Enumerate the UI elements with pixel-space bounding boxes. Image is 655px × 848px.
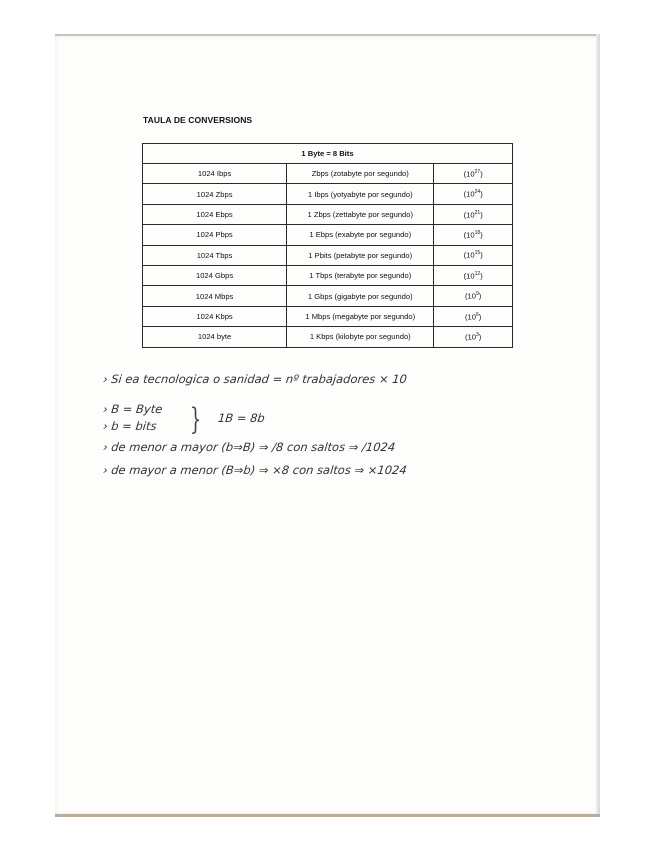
- document-title: TAULA DE CONVERSIONS: [143, 115, 253, 125]
- power-base: (10: [463, 251, 475, 261]
- equivalent-cell: 1 Pbits (petabyte por segundo): [287, 245, 434, 265]
- power-cell: $(10^{15})$: [434, 245, 513, 265]
- power-base: (10: [463, 230, 475, 240]
- power-base: (10: [465, 312, 477, 322]
- table-row: [143, 245, 513, 265]
- power-cell: $(10^9)$: [434, 286, 513, 306]
- unit-cell: 1024 Tbps: [143, 245, 287, 265]
- power-cell: $(10^{21})$: [434, 204, 513, 224]
- equivalent-cell: 1 Ibps (yotyabyte por segundo): [287, 184, 434, 204]
- power-base: (10: [465, 291, 477, 301]
- table-row: [143, 164, 513, 184]
- table-row: [143, 286, 513, 306]
- power-base: (10: [465, 332, 477, 342]
- power-cell: $(10^{24})$: [434, 184, 513, 204]
- unit-cell: 1024 Gbps: [143, 265, 287, 285]
- power-cell: $(10^{27})$: [434, 164, 513, 184]
- power-base: (10: [463, 271, 475, 281]
- curly-brace-icon: }: [189, 402, 202, 437]
- power-exponent: 9: [476, 291, 479, 298]
- unit-cell: 1024 Mbps: [143, 286, 287, 306]
- unit-cell: 1024 Pbps: [143, 225, 287, 245]
- unit-cell: 1024 Zbps: [143, 184, 287, 204]
- power-cell: $(10^{18})$: [434, 225, 513, 245]
- unit-cell: 1024 Ibps: [143, 164, 287, 184]
- table-row: [143, 184, 513, 204]
- equivalent-cell: 1 Gbps (gigabyte por segundo): [287, 286, 434, 306]
- equivalent-cell: Zbps (zotabyte por segundo): [287, 164, 434, 184]
- table-row: [143, 306, 513, 326]
- equivalent-cell: 1 Kbps (kilobyte por segundo): [287, 327, 434, 347]
- table-row: [143, 265, 513, 285]
- power-base: (10: [463, 169, 475, 179]
- note-line-3: › b = bits: [102, 419, 158, 433]
- power-cell: $(10^{12})$: [434, 265, 513, 285]
- table-header-row: [143, 144, 513, 164]
- power-exponent: 21: [474, 209, 481, 216]
- equivalent-cell: 1 Tbps (terabyte por segundo): [287, 265, 434, 285]
- power-exponent: 15: [474, 250, 481, 257]
- power-exponent: 18: [474, 230, 481, 237]
- power-exponent: 24: [474, 189, 481, 196]
- equivalent-cell: 1 Zbps (zettabyte por segundo): [287, 204, 434, 224]
- power-exponent: 12: [474, 270, 481, 277]
- note-line-1: › Si ea tecnologica o sanidad = nº trabajadores × 10: [102, 372, 408, 386]
- note-line-2: › B = Byte: [102, 402, 164, 416]
- table-header: 1 Byte = 8 Bits: [143, 144, 513, 164]
- equivalent-cell: 1 Mbps (megabyte por segundo): [287, 306, 434, 326]
- table-row: [143, 327, 513, 347]
- unit-cell: 1024 Ebps: [143, 204, 287, 224]
- power-exponent: 27: [474, 168, 481, 175]
- power-exponent: 3: [476, 332, 479, 339]
- power-exponent: 6: [476, 311, 479, 318]
- unit-cell: 1024 Kbps: [143, 306, 287, 326]
- note-line-5: › de mayor a menor (B⇒b) ⇒ ×8 con saltos ⇒ ×1024: [102, 463, 408, 477]
- note-line-4: › de menor a mayor (b⇒B) ⇒ /8 con saltos ⇒ /1024: [102, 440, 396, 454]
- table-body: [143, 164, 513, 348]
- power-base: (10: [463, 189, 475, 199]
- note-brace-text: 1B = 8b: [217, 411, 266, 425]
- conversion-table: [142, 143, 513, 348]
- paper-edge: [596, 34, 600, 814]
- power-base: (10: [463, 210, 475, 220]
- unit-cell: 1024 byte: [143, 327, 287, 347]
- power-cell: $(10^3)$: [434, 327, 513, 347]
- table-row: [143, 204, 513, 224]
- power-cell: $(10^6)$: [434, 306, 513, 326]
- equivalent-cell: 1 Ebps (exabyte por segundo): [287, 225, 434, 245]
- table-row: [143, 225, 513, 245]
